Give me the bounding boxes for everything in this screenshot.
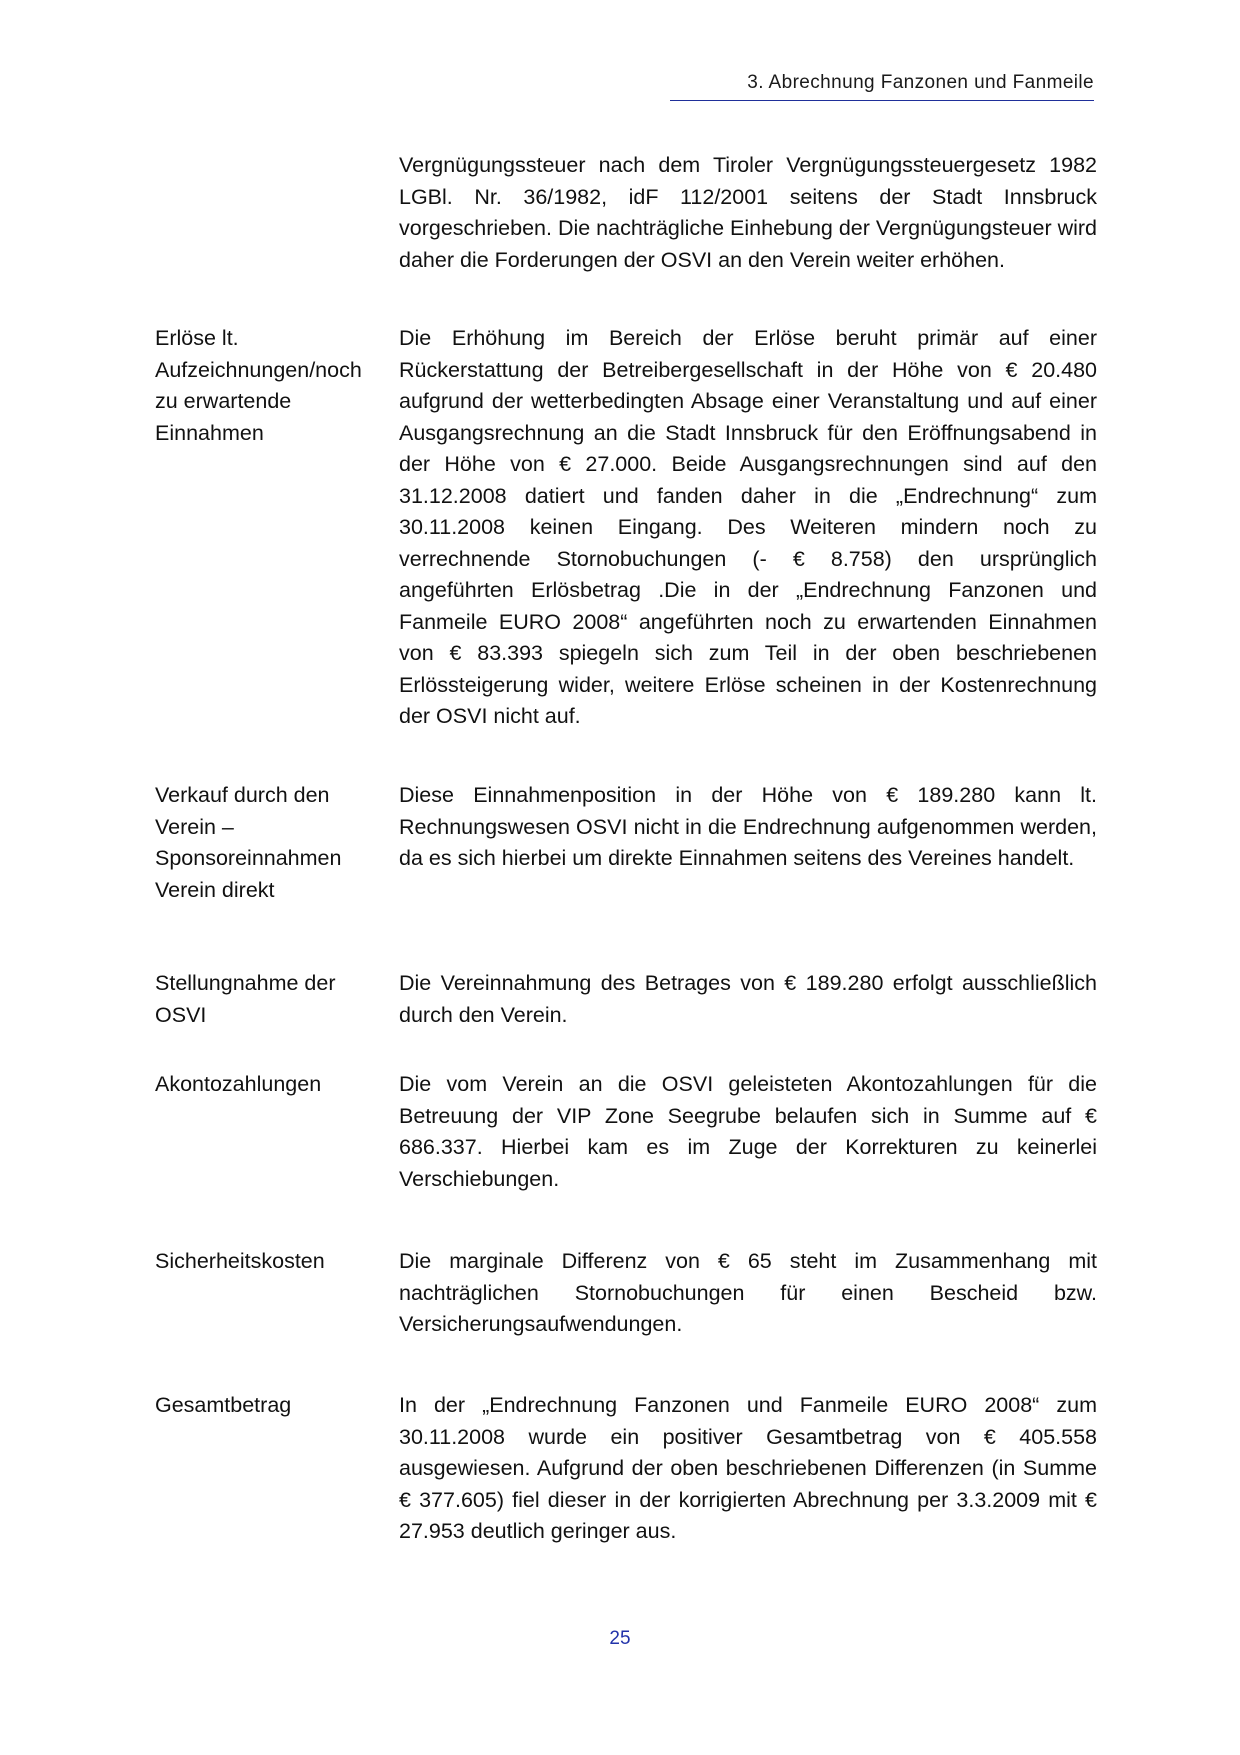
section-label: Sicherheitskosten <box>155 1249 325 1273</box>
section-text: Die Erhöhung im Bereich der Erlöse beruht primär auf einer Rückerstattung der Betreibergesellschaft in der Höhe von € 20.480 aufgrund der wetterbedingten Absage einer Veranstaltung und auf einer Ausgangsrechnung an die Stadt Innsbruck für den Eröffnungsabend in der Höhe von € 27.000. Beide Ausgangsrechnungen sind auf den 31.12.2008 datiert und fanden daher in die „Endrechnung“ zum 30.11.2008 keinen Eingang. Des Weiteren mindern noch zu verrechnende Stornobuchungen (- € 8.758) den ursprünglich angeführten Erlösbetrag .Die in der „Endrechnung Fanzonen und Fanmeile EURO 2008“ angeführten noch zu erwartenden Einnahmen von € 83.393 spiegeln sich zum Teil in der oben beschriebenen Erlössteigerung wider, weitere Erlöse scheinen in der Kostenrechnung der OSVI nicht auf. <box>399 326 1097 728</box>
section-text: In der „Endrechnung Fanzonen und Fanmeile EURO 2008“ zum 30.11.2008 wurde ein positiver Gesamtbetrag von € 405.558 ausgewiesen. Aufgrund der oben beschriebenen Differenzen (in Summe € 377.605) fiel dieser in der korrigierten Abrechnung per 3.3.2009 mit € 27.953 deutlich geringer aus. <box>399 1393 1097 1543</box>
section-label: Stellungnahme der OSVI <box>155 971 336 1027</box>
section-text: Die vom Verein an die OSVI geleisteten Akontozahlungen für die Betreuung der VIP Zone Seegrube belaufen sich in Summe auf € 686.337. Hierbei kam es im Zuge der Korrekturen zu keinerlei Verschiebungen. <box>399 1072 1097 1191</box>
section-label: Erlöse lt. Aufzeichnungen/noch zu erwartende Einnahmen <box>155 326 362 445</box>
section-text: Die marginale Differenz von € 65 steht im Zusammenhang mit nachträglichen Stornobuchungen für einen Bescheid bzw. Versicherungsaufwendungen. <box>399 1249 1097 1336</box>
section-label: Gesamtbetrag <box>155 1393 292 1417</box>
section-label: Akontozahlungen <box>155 1072 322 1096</box>
header-rule <box>670 100 1094 101</box>
section-text: Die Vereinnahmung des Betrages von € 189.280 erfolgt ausschließlich durch den Verein. <box>399 971 1097 1027</box>
section-text: Vergnügungssteuer nach dem Tiroler Vergnügungssteuergesetz 1982 LGBl. Nr. 36/1982, idF 112/2001 seitens der Stadt Innsbruck vorgeschrieben. Die nachträgliche Einhebung der Vergnügungsteuer wird daher die Forderungen der OSVI an den Verein weiter erhöhen. <box>399 153 1098 272</box>
running-header: 3. Abrechnung Fanzonen und Fanmeile <box>747 72 1094 93</box>
section-text: Diese Einnahmenposition in der Höhe von € 189.280 kann lt. Rechnungswesen OSVI nicht in die Endrechnung aufgenommen werden, da es sich hierbei um direkte Einnahmen seitens des Vereines handelt. <box>399 783 1097 870</box>
page-number: 25 <box>609 1628 631 1649</box>
section-label: Verkauf durch den Verein – Sponsoreinnahmen Verein direkt <box>155 783 342 902</box>
